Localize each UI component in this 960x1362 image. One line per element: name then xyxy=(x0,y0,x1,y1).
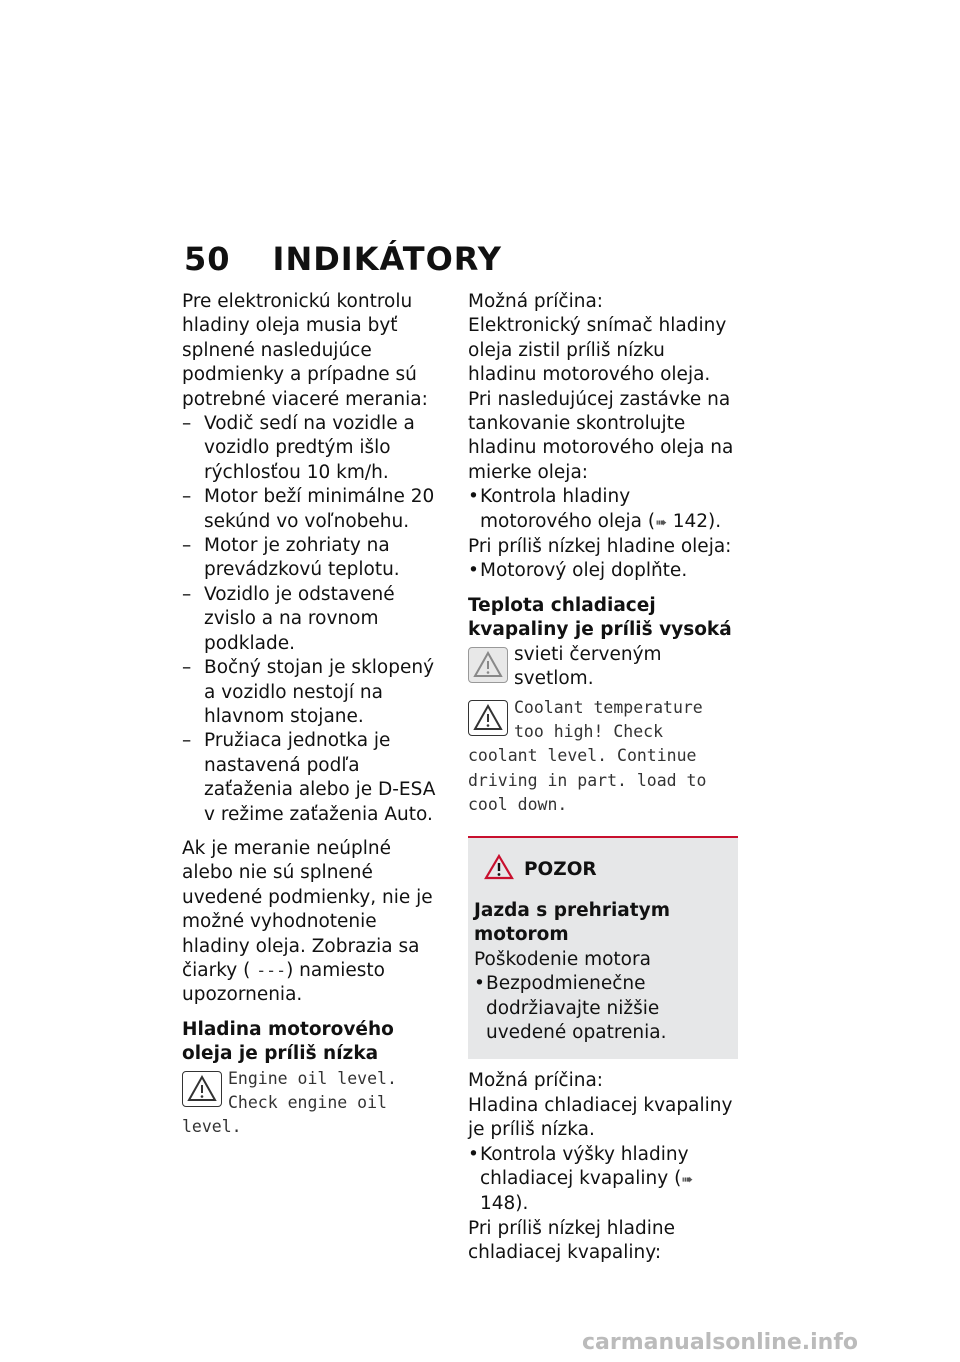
coolant-heading: Teplota chladiacej kvapaliny je príliš vysoká xyxy=(468,594,732,641)
caution-warning-icon xyxy=(484,854,514,887)
warning-triangle-icon xyxy=(468,700,508,736)
page-number: 50 xyxy=(184,240,231,278)
low-oil-label: Pri príliš nízkej hladine oleja: xyxy=(468,536,732,558)
page-title: INDIKÁTORY xyxy=(272,240,502,278)
cause-label: Možná príčina: xyxy=(468,291,604,312)
condition-item: – Motor beží minimálne 20 sekúnd vo voľnobehu. xyxy=(182,485,440,534)
dashes-indicator: --- xyxy=(256,960,287,980)
caution-header xyxy=(474,854,732,887)
coolant-warning-row xyxy=(468,696,738,818)
watermark: carmanualsonline.info xyxy=(582,1330,858,1355)
caution-box xyxy=(468,836,738,1060)
left-column xyxy=(182,290,440,1140)
condition-item: – Pružiaca jednotka je nastavená podľa zaťaženia alebo je D-ESA v režime zaťaženia Auto. xyxy=(182,729,440,827)
caution-label: POZOR xyxy=(524,859,597,881)
cause-text: Elektronický snímač hladiny oleja zistil príliš nízku hladinu motorového oleja. Pri nasledujúcej zastávke na tankovanie skontrolujte hladinu motorového oleja na mierke oleja: xyxy=(468,315,734,483)
intro-text: Pre elektronickú kontrolu hladiny oleja musia byť splnené nasledujúce podmienky a prípadne sú potrebné viaceré merania: xyxy=(182,291,428,410)
oil-low-heading: Hladina motorového oleja je príliš nízka xyxy=(182,1018,394,1065)
page-header xyxy=(184,240,502,278)
condition-item: – Motor je zohriaty na prevádzkovú teplotu. xyxy=(182,534,440,583)
reference-arrow-icon: ➠ xyxy=(681,1172,694,1188)
coolant-red-text: svieti červeným svetlom. xyxy=(514,643,662,690)
oil-warning-row xyxy=(182,1067,440,1140)
check-oil-item: • Kontrola hladiny motorového oleja (➠ 142). xyxy=(468,485,738,535)
cause2-text: Hladina chladiacej kvapaliny je príliš nízka. xyxy=(468,1094,733,1141)
check-coolant-item: • Kontrola výšky hladiny chladiacej kvapaliny (➠ 148). xyxy=(468,1143,738,1217)
caution-title: Jazda s prehriatym motorom xyxy=(474,899,670,946)
caution-action: • Bezpodmienečne dodržiavajte nižšie uvedené opatrenia. xyxy=(474,972,732,1045)
warning-triangle-icon xyxy=(468,647,508,683)
condition-item: – Vodič sedí na vozidle a vozidlo predtým išlo rýchlosťou 10 km/h. xyxy=(182,412,440,485)
incomplete-measurement-text: Ak je meranie neúplné alebo nie sú splnené uvedené podmienky, nie je možné vyhodnotenie hladiny oleja. Zobrazia sa čiarky ( ---) namiesto upozornenia. xyxy=(182,837,433,1006)
condition-item: – Vozidlo je odstavené zvislo a na rovnom podklade. xyxy=(182,583,440,656)
cause2-label: Možná príčina: xyxy=(468,1070,604,1092)
right-column xyxy=(468,290,738,1266)
low-coolant-label: Pri príliš nízkej hladine chladiacej kvapaliny: xyxy=(468,1217,675,1264)
coolant-red-row xyxy=(468,643,738,692)
coolant-warning-message: Coolant temperature too high! Check coolant level. Continue driving in part. load to cool down. xyxy=(468,697,707,815)
reference-arrow-icon: ➠ xyxy=(655,514,667,531)
oil-warning-message: Engine oil level. Check engine oil level. xyxy=(182,1068,397,1137)
warning-triangle-icon xyxy=(182,1071,222,1107)
top-up-item: • Motorový olej doplňte. xyxy=(468,559,738,583)
condition-item: – Bočný stojan je sklopený a vozidlo nestojí na hlavnom stojane. xyxy=(182,656,440,729)
caution-damage: Poškodenie motora xyxy=(474,948,651,970)
